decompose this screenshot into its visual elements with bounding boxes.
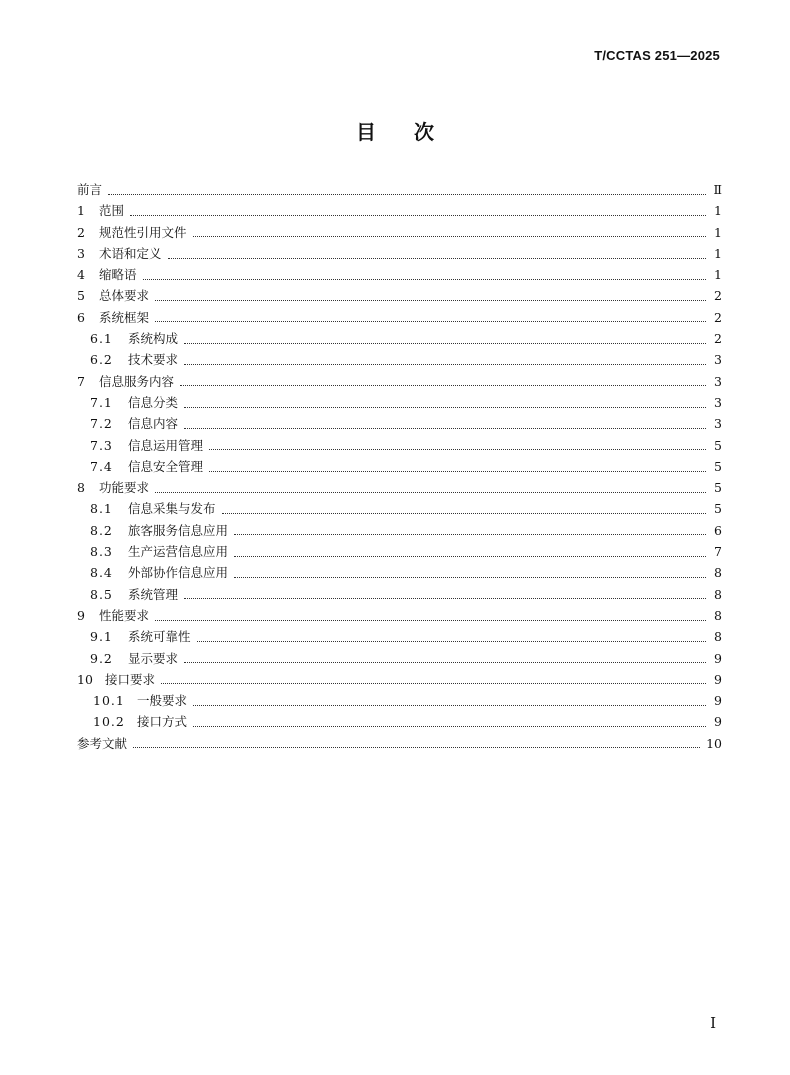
toc-entry-label: 技术要求 (128, 352, 179, 368)
title-char-1: 目 (356, 120, 376, 144)
toc-entry-number: 4 (77, 267, 85, 283)
toc-entry-number: 10 (77, 671, 93, 687)
toc-entry-label: 术语和定义 (99, 245, 162, 261)
toc-entry-number: 5 (77, 288, 85, 304)
toc-leader-dots (155, 491, 706, 493)
toc-leader-dots (133, 746, 700, 748)
toc-entry-number: 8.1 (90, 501, 113, 517)
toc-entry[interactable] (77, 180, 722, 201)
toc-entry-label: 总体要求 (99, 288, 150, 304)
toc-entry-number: 7.1 (90, 394, 113, 410)
toc-entry[interactable] (77, 329, 722, 350)
toc-entry-label: 信息服务内容 (99, 373, 175, 389)
toc-entry-page: 5 (714, 480, 722, 496)
toc-entry-label: 性能要求 (99, 607, 150, 623)
toc-leader-dots (155, 320, 706, 322)
toc-entry-number: 1 (77, 203, 85, 219)
toc-leader-dots (209, 470, 706, 472)
toc-entry[interactable] (77, 201, 722, 222)
toc-leader-dots (193, 704, 706, 706)
toc-entry-number: 7.4 (90, 458, 113, 474)
toc-entry-number: 7 (77, 373, 85, 389)
toc-entry-number: 6 (77, 309, 85, 325)
toc-entry-page: 1 (714, 203, 722, 219)
toc-entry-page: 8 (714, 565, 722, 581)
toc-entry-page: 9 (714, 714, 722, 730)
toc-entry-page: 5 (714, 501, 722, 517)
toc-entry-page: 1 (714, 267, 722, 283)
toc-entry-page: 3 (714, 416, 722, 432)
toc-entry-label: 接口方式 (137, 714, 188, 730)
toc-entry-page: 8 (714, 629, 722, 645)
toc-entry-page: 2 (714, 309, 722, 325)
toc-entry[interactable] (77, 606, 722, 627)
toc-leader-dots (184, 363, 706, 365)
toc-entry-page: 1 (714, 245, 722, 261)
toc-entry[interactable] (77, 734, 722, 755)
toc-entry[interactable] (77, 563, 722, 584)
toc-entry[interactable] (77, 627, 722, 648)
toc-leader-dots (193, 235, 706, 237)
toc-entry-page: 2 (714, 331, 722, 347)
toc-entry[interactable] (77, 308, 722, 329)
toc-entry-page: 9 (714, 671, 722, 687)
toc-entry-label: 规范性引用文件 (99, 224, 187, 240)
toc-entry[interactable] (77, 436, 722, 457)
toc-entry-number: 7.2 (90, 416, 113, 432)
toc-entry[interactable] (77, 691, 722, 712)
toc-leader-dots (184, 597, 706, 599)
toc-entry[interactable] (77, 457, 722, 478)
toc-entry[interactable] (77, 223, 722, 244)
toc-entry-page: 5 (714, 458, 722, 474)
toc-leader-dots (222, 512, 706, 514)
toc-entry-number: 10.2 (93, 714, 125, 730)
toc-entry[interactable] (77, 286, 722, 307)
toc-entry[interactable] (77, 414, 722, 435)
toc-entry-page: Ⅱ (713, 182, 722, 197)
toc-entry[interactable] (77, 585, 722, 606)
toc-entry-page: 2 (714, 288, 722, 304)
toc-leader-dots (234, 576, 706, 578)
toc-entry-label: 系统管理 (128, 586, 179, 602)
toc-entry-page: 10 (706, 735, 722, 751)
toc-leader-dots (168, 257, 706, 259)
toc-entry[interactable] (77, 649, 722, 670)
toc-leader-dots (161, 682, 706, 684)
toc-leader-dots (184, 342, 706, 344)
toc-entry-number: 8.4 (90, 565, 113, 581)
toc-entry-page: 8 (714, 586, 722, 602)
toc-entry-number: 2 (77, 224, 85, 240)
toc-leader-dots (184, 661, 706, 663)
toc-entry-page: 6 (714, 522, 722, 538)
table-of-contents (77, 180, 722, 755)
toc-entry[interactable] (77, 244, 722, 265)
toc-entry-number: 8.5 (90, 586, 113, 602)
toc-entry-number: 9.2 (90, 650, 113, 666)
toc-entry-label: 接口要求 (105, 671, 156, 687)
toc-entry-number: 10.1 (93, 693, 125, 709)
toc-entry-page: 3 (714, 373, 722, 389)
toc-entry-number: 8.3 (90, 544, 113, 560)
toc-entry-label: 显示要求 (128, 650, 179, 666)
toc-entry-label: 信息运用管理 (128, 437, 204, 453)
toc-entry-label: 信息采集与发布 (128, 501, 216, 517)
toc-entry-label: 功能要求 (99, 480, 150, 496)
toc-entry-label: 一般要求 (137, 693, 188, 709)
toc-entry-label: 前言 (77, 182, 103, 197)
toc-entry-page: 1 (714, 224, 722, 240)
document-code: T/CCTAS 251—2025 (594, 48, 720, 63)
toc-entry-number: 6.2 (90, 352, 113, 368)
toc-entry-label: 缩略语 (99, 267, 137, 283)
toc-leader-dots (209, 448, 706, 450)
toc-leader-dots (197, 640, 706, 642)
toc-entry-number: 8 (77, 480, 85, 496)
toc-entry[interactable] (77, 521, 722, 542)
toc-entry-page: 7 (714, 544, 722, 560)
toc-entry-label: 系统框架 (99, 309, 150, 325)
toc-leader-dots (234, 555, 706, 557)
toc-entry[interactable] (77, 372, 722, 393)
toc-entry-page: 9 (714, 693, 722, 709)
toc-entry[interactable] (77, 670, 722, 691)
toc-entry-page: 3 (714, 394, 722, 410)
toc-entry-label: 信息分类 (128, 394, 179, 410)
toc-entry-page: 9 (714, 650, 722, 666)
toc-entry-page: 5 (714, 437, 722, 453)
toc-leader-dots (143, 278, 706, 280)
toc-entry-label: 系统可靠性 (128, 629, 191, 645)
toc-leader-dots (234, 533, 706, 535)
toc-entry-label: 范围 (99, 203, 125, 219)
toc-leader-dots (130, 214, 706, 216)
toc-entry-label: 生产运营信息应用 (128, 544, 229, 560)
page-title (0, 116, 790, 145)
toc-leader-dots (184, 406, 706, 408)
toc-entry-label: 系统构成 (128, 331, 179, 347)
toc-entry-number: 7.3 (90, 437, 113, 453)
toc-leader-dots (184, 427, 706, 429)
toc-entry-number: 3 (77, 245, 85, 261)
toc-entry-page: 8 (714, 607, 722, 623)
title-char-2: 次 (414, 120, 434, 144)
toc-leader-dots (108, 193, 706, 195)
toc-leader-dots (155, 619, 706, 621)
toc-entry-number: 9 (77, 607, 85, 623)
toc-entry-label: 信息安全管理 (128, 458, 204, 474)
toc-entry[interactable] (77, 499, 722, 520)
toc-entry-label: 旅客服务信息应用 (128, 522, 229, 538)
toc-entry-page: 3 (714, 352, 722, 368)
toc-entry-number: 8.2 (90, 522, 113, 538)
toc-entry[interactable] (77, 712, 722, 733)
toc-entry[interactable] (77, 478, 722, 499)
page-number: I (710, 1014, 716, 1032)
toc-leader-dots (155, 299, 706, 301)
toc-leader-dots (193, 725, 706, 727)
toc-entry[interactable] (77, 350, 722, 371)
toc-entry-label: 外部协作信息应用 (128, 565, 229, 581)
toc-leader-dots (180, 384, 706, 386)
toc-entry-label: 信息内容 (128, 416, 179, 432)
toc-entry-number: 9.1 (90, 629, 113, 645)
toc-entry[interactable] (77, 393, 722, 414)
toc-entry-label: 参考文献 (77, 735, 128, 751)
toc-entry[interactable] (77, 542, 722, 563)
toc-entry[interactable] (77, 265, 722, 286)
toc-entry-number: 6.1 (90, 331, 113, 347)
